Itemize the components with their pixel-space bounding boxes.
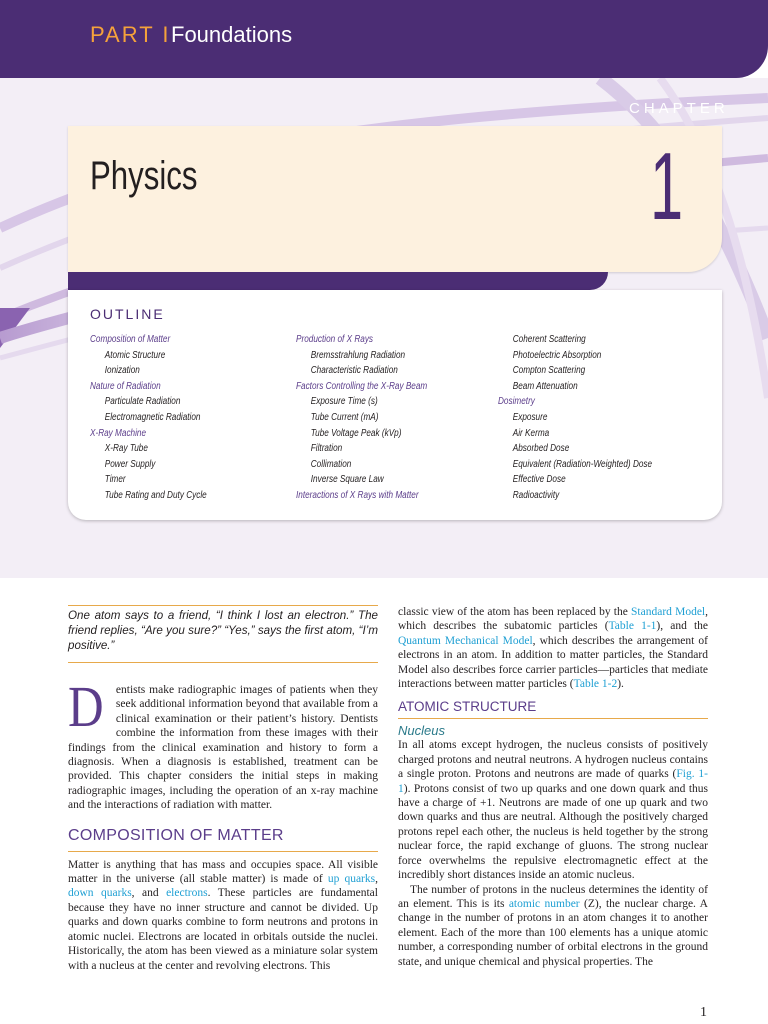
epigraph: One atom says to a friend, “I think I lost an electron.” The friend replies, “Are you sure?” “Yes,” says the first atom, “I’m positive.”: [68, 605, 378, 653]
link-quantum-mechanical-model[interactable]: Quantum Mechanical Model: [398, 634, 533, 647]
outline-item[interactable]: Interactions of X Rays with Matter: [296, 489, 419, 501]
outline-item[interactable]: Timer: [104, 474, 126, 486]
outline-item[interactable]: Composition of Matter: [90, 334, 171, 345]
title-underline-bar: [68, 272, 608, 290]
outline-item[interactable]: Atomic Structure: [104, 349, 166, 361]
link-electrons[interactable]: electrons: [166, 887, 208, 900]
subsection-heading-atomic-structure: ATOMIC STRUCTURE: [398, 699, 708, 719]
chapter-title-box: [68, 126, 722, 272]
outline-item[interactable]: Exposure: [512, 411, 548, 423]
outline-item[interactable]: Radioactivity: [512, 489, 560, 501]
part-label: PART I: [90, 22, 171, 47]
outline-item[interactable]: Nature of Radiation: [90, 380, 161, 392]
link-down-quarks[interactable]: down quarks: [68, 887, 132, 900]
part-name: Foundations: [171, 22, 293, 47]
outline-item[interactable]: Air Kerma: [512, 427, 550, 439]
link-up-quarks[interactable]: up quarks: [327, 873, 376, 886]
outline-item[interactable]: Coherent Scattering: [512, 334, 586, 345]
top-band: [0, 0, 768, 78]
outline-item[interactable]: Effective Dose: [512, 474, 566, 486]
outline-item[interactable]: Electromagnetic Radiation: [104, 411, 201, 423]
outline-item[interactable]: Production of X Rays: [296, 334, 374, 345]
outline-column-1: [90, 332, 232, 504]
standard-model-paragraph: classic view of the atom has been replaced by the Standard Model, which describes the subatomic particles (Table 1-1), and the Quantum Mechanical Model, which describes the arrangement of electrons in an atom. In addition to matter particles, the Standard Model also describes force carrier particles—particles that mediate interactions between matter particles (Table 1-2).: [398, 606, 708, 691]
left-column: [68, 605, 378, 973]
outline-column-2: [296, 332, 456, 504]
outline-item[interactable]: X-Ray Machine: [90, 427, 147, 439]
outline-item[interactable]: Exposure Time (s): [310, 396, 378, 408]
heading-nucleus: Nucleus: [398, 723, 445, 739]
outline-item[interactable]: Ionization: [104, 365, 140, 377]
page-number: 1: [700, 1005, 707, 1020]
right-column: [398, 605, 708, 969]
outline-item[interactable]: Beam Attenuation: [512, 380, 578, 392]
link-standard-model[interactable]: Standard Model: [631, 606, 706, 618]
outline-item[interactable]: Collimation: [310, 458, 352, 470]
outline-item[interactable]: Absorbed Dose: [512, 443, 570, 455]
link-fig-1-1[interactable]: Fig. 1-1: [398, 768, 709, 795]
outline-item[interactable]: Particulate Radiation: [104, 396, 181, 408]
intro-paragraph: D entists make radiographic images of patients when they seek additional information beyond that available from a clinical examination or their patient’s history. Dentists combine the information from these images with their findings from the clinical examination and history to form a diagnosis. When a diagnosis is established, treatment can be provided. This chapter considers the initial steps in making radiographic images, including the operation of an x-ray machine and the interactions of radiation with matter.: [68, 674, 378, 812]
epigraph-rule: [68, 662, 378, 663]
link-atomic-number[interactable]: atomic number: [508, 897, 580, 910]
outline-item[interactable]: Inverse Square Law: [310, 474, 384, 486]
drop-cap: D: [68, 674, 104, 739]
chapter-label: CHAPTER: [629, 100, 729, 117]
outline-item[interactable]: Filtration: [310, 443, 343, 455]
link-table-1-2[interactable]: Table 1-2: [573, 678, 618, 691]
atomic-number-paragraph: The number of protons in the nucleus determines the identity of an element. This is its atomic number (Z), the nuclear charge. A change in the number of protons in an atom changes it to another element. Each of the more than 100 elements has a unique atomic number, a corresponding number of orbital electrons in the ground state, and unique chemical and physical properties. The: [398, 883, 708, 968]
nucleus-paragraph: In all atoms except hydrogen, the nucleus consists of positively charged protons and neutral neutrons. A hydrogen nucleus contains a single proton. Protons and neutrons are made of quarks (Fig. 1-1). Protons consist of two up quarks and one down quark and thus have a charge of +1. Neutrons are made of one up quark and two down quarks and thus are neutral. Although the positively charged protons repel each other, the nucleus is held together by the strong nuclear force, the rapid exchange of gluons. The strong nuclear force overwhelms the repulsive electromagnetic effect at the incredibly short distances inside an atomic nucleus.: [398, 739, 709, 882]
outline-heading: OUTLINE: [90, 306, 165, 322]
outline-item[interactable]: Tube Voltage Peak (kVp): [310, 427, 402, 439]
composition-paragraph: Matter is anything that has mass and occupies space. All visible matter in the universe (all stable matter) is made of up quarks, down quarks, and electrons. These particles are fundamental because they have no inner structure and cannot be divided. Up quarks and down quarks combine to form neutrons and protons in atomic nuclei. Electrons are located in orbitals outside the nuclei. Historically, the atom has been viewed as a miniature solar system with a nucleus at the center and revolving electrons. This: [68, 858, 378, 972]
outline-item[interactable]: Tube Rating and Duty Cycle: [104, 489, 207, 501]
outline-column-3: [498, 332, 686, 504]
outline-item[interactable]: Tube Current (mA): [310, 411, 379, 423]
outline-item[interactable]: Equivalent (Radiation-Weighted) Dose: [512, 458, 653, 470]
outline-item[interactable]: X-Ray Tube: [104, 443, 148, 455]
link-table-1-1[interactable]: Table 1-1: [608, 620, 657, 633]
outline-box: [68, 290, 722, 520]
outline-item[interactable]: Bremsstrahlung Radiation: [310, 349, 406, 361]
outline-item[interactable]: Factors Controlling the X-Ray Beam: [296, 380, 428, 392]
outline-item[interactable]: Characteristic Radiation: [310, 365, 398, 377]
outline-item[interactable]: Compton Scattering: [512, 365, 586, 377]
outline-item[interactable]: Power Supply: [104, 458, 156, 470]
chapter-number: 1: [650, 133, 684, 240]
chapter-title: Physics: [90, 154, 198, 198]
outline-item[interactable]: Photoelectric Absorption: [512, 349, 602, 361]
outline-item[interactable]: Dosimetry: [498, 396, 535, 408]
section-heading-composition-of-matter: COMPOSITION OF MATTER: [68, 827, 378, 852]
